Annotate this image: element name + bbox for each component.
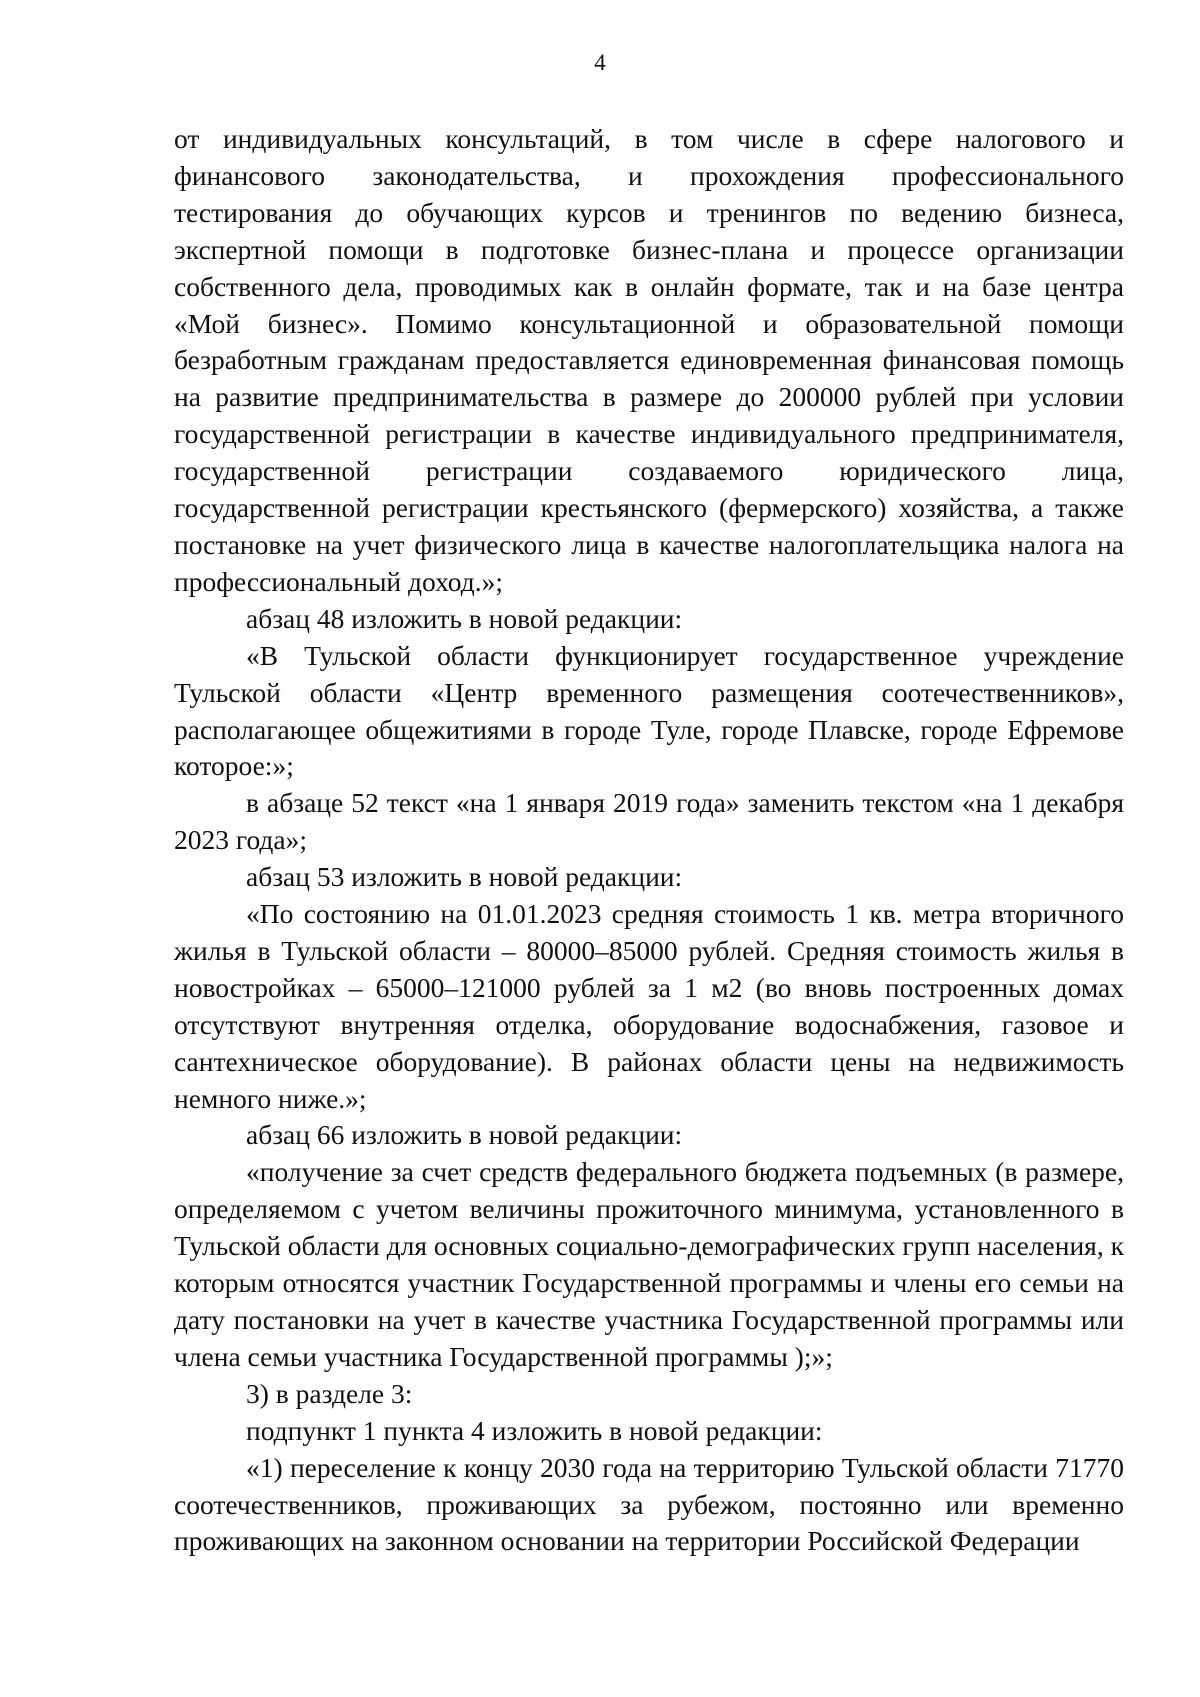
paragraph-quote-subitem-1: «1) переселение к концу 2030 года на территорию Тульской области 71770 соотечественников, проживающих за рубежом, постоянно или временно проживающих на законном основании на территории Российской Федерации [174,1451,1124,1557]
page-number: 4 [594,50,606,75]
paragraph-continuation: от индивидуальных консультаций, в том числе в сфере налогового и финансового законодательства, и прохождения профессионального тестирования до обучающих курсов и тренингов по ведению бизнеса, экспертной помощи в подготовке бизнес-плана и процессе организации собственного дела, проводимых как в онлайн формате, так и на базе центра «Мой бизнес». Помимо консультационной и образовательной помощи безработным гражданам предоставляется единовременная финансовая помощь на развитие предпринимательства в размере до 200000 рублей при условии государственной регистрации в качестве индивидуального предпринимателя, государственной регистрации создаваемого юридического лица, государственной регистрации крестьянского (фермерского) хозяйства, а также постановке на учет физического лица в качестве налогоплательщика налога на профессиональный доход.»; [174,123,1124,597]
paragraph-quote-53: «По состоянию на 01.01.2023 средняя стоимость 1 кв. метра вторичного жилья в Тульской области – 80000–85000 рублей. Средняя стоимость жилья в новостройках – 65000–121000 рублей за 1 м2 (во вновь построенных домах отсутствуют внутренняя отделка, оборудование водоснабжения, газовое и сантехническое оборудование). В районах области цены на недвижимость немного ниже.»; [174,898,1124,1114]
paragraph-quote-48: «В Тульской области функционирует государственное учреждение Тульской области «Центр временного размещения соотечественников», располагающее общежитиями в городе Туле, городе Плавске, городе Ефремове которое:»; [174,639,1124,782]
document-body [174,121,1124,1560]
paragraph-amend-48: абзац 48 изложить в новой редакции: [246,602,683,634]
paragraph-subitem-1: подпункт 1 пункта 4 изложить в новой редакции: [246,1414,823,1446]
paragraph-section-3: 3) в разделе 3: [246,1377,413,1409]
paragraph-amend-53: абзац 53 изложить в новой редакции: [246,861,683,893]
paragraph-amend-66: абзац 66 изложить в новой редакции: [246,1119,683,1151]
paragraph-quote-66: «получение за счет средств федерального бюджета подъемных (в размере, определяемом с учетом величины прожиточного минимума, установленного в Тульской области для основных социально-демографических групп населения, к которым относятся участник Государственной программы и члены его семьи на дату постановки на учет в качестве участника Государственной программы или члена семьи участника Государственной программы );»; [174,1156,1124,1372]
paragraph-amend-52: в абзаце 52 текст «на 1 января 2019 года» заменить текстом «на 1 декабря 2023 года»; [174,787,1124,856]
